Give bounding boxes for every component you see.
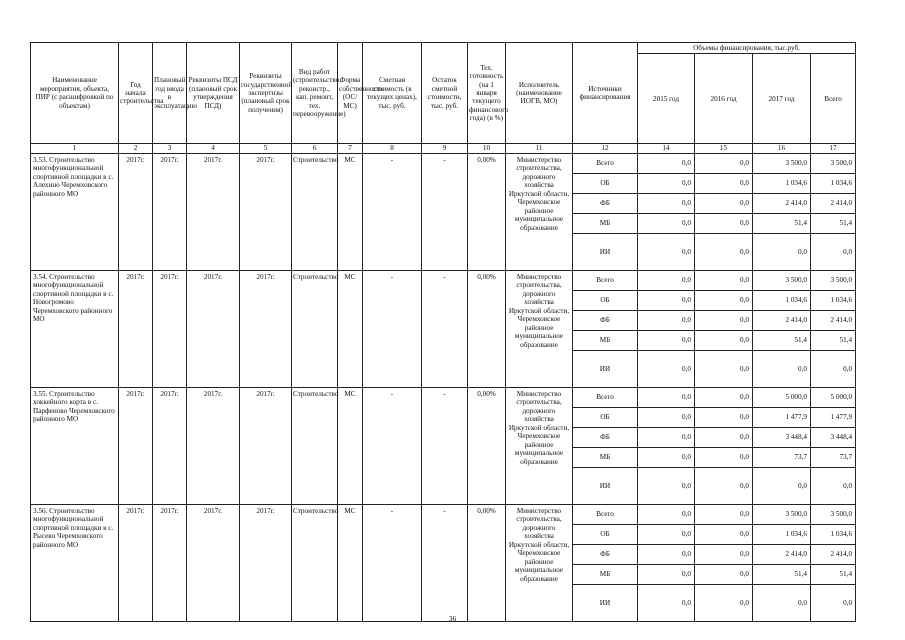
funding-source: ОБ: [573, 290, 638, 310]
amount-y2015: 0,0: [638, 193, 695, 213]
header-planned-year: Плановый год ввода в эксплуатацию: [153, 43, 187, 144]
remaining-cost: -: [422, 270, 468, 387]
column-number: 2: [119, 144, 153, 153]
amount-y2017: 1 034,6: [753, 524, 811, 544]
header-name: Наименование мероприятия, объекта, ПИР (с расшифровкой по объектам): [31, 43, 119, 144]
amount-total: 3 500,0: [811, 504, 856, 524]
amount-y2017: 2 414,0: [753, 310, 811, 330]
amount-y2016: 0,0: [695, 524, 753, 544]
amount-total: 2 414,0: [811, 310, 856, 330]
executor: Министерство строительства, дорожного хозяйства Иркутской области, Черемховское районное муниципальное образование: [506, 153, 573, 270]
amount-y2016: 0,0: [695, 310, 753, 330]
ownership: МС: [338, 270, 363, 387]
amount-y2017: 3 448,4: [753, 427, 811, 447]
amount-y2016: 0,0: [695, 270, 753, 290]
amount-total: 1 034,6: [811, 290, 856, 310]
funding-source: ФБ: [573, 427, 638, 447]
funding-source: МБ: [573, 330, 638, 350]
column-number-row: [31, 144, 856, 153]
amount-total: 0,0: [811, 467, 856, 504]
amount-y2016: 0,0: [695, 447, 753, 467]
amount-y2015: 0,0: [638, 330, 695, 350]
financing-table: [30, 42, 856, 622]
amount-total: 51,4: [811, 564, 856, 584]
amount-total: 73,7: [811, 447, 856, 467]
amount-y2015: 0,0: [638, 270, 695, 290]
amount-y2017: 2 414,0: [753, 193, 811, 213]
header-psd: Реквизиты ПСД (плановый срок утверждения ПСД): [187, 43, 240, 144]
header-work-type: Вид работ (строительство, реконстр., кап. ремонт, тех. перевооружение): [292, 43, 338, 144]
funding-source: ИИ: [573, 584, 638, 621]
page-number: 36: [448, 614, 457, 623]
amount-y2016: 0,0: [695, 407, 753, 427]
amount-y2015: 0,0: [638, 350, 695, 387]
column-number: 11: [506, 144, 573, 153]
header-readiness: Тех. готовность (на 1 января текущего финансового года) (в %): [468, 43, 506, 144]
column-number: 3: [153, 144, 187, 153]
amount-y2017: 1 477,9: [753, 407, 811, 427]
amount-y2016: 0,0: [695, 387, 753, 407]
amount-y2016: 0,0: [695, 584, 753, 621]
amount-y2015: 0,0: [638, 447, 695, 467]
psd-date: 2017г.: [187, 387, 240, 504]
amount-total: 51,4: [811, 330, 856, 350]
column-number: 4: [187, 144, 240, 153]
amount-total: 5 000,0: [811, 387, 856, 407]
amount-y2017: 51,4: [753, 330, 811, 350]
amount-total: 51,4: [811, 213, 856, 233]
amount-y2016: 0,0: [695, 467, 753, 504]
amount-y2015: 0,0: [638, 233, 695, 270]
amount-total: 0,0: [811, 584, 856, 621]
amount-total: 0,0: [811, 350, 856, 387]
start-year: 2017г.: [119, 153, 153, 270]
expertise-date: 2017г.: [240, 387, 292, 504]
amount-y2017: 3 500,0: [753, 504, 811, 524]
header-total: Всего: [811, 54, 856, 144]
psd-date: 2017г.: [187, 153, 240, 270]
remaining-cost: -: [422, 387, 468, 504]
amount-y2016: 0,0: [695, 330, 753, 350]
column-number: 6: [292, 144, 338, 153]
funding-source: ФБ: [573, 310, 638, 330]
amount-y2016: 0,0: [695, 193, 753, 213]
planned-year: 2017г.: [153, 270, 187, 387]
planned-year: 2017г.: [153, 153, 187, 270]
amount-y2016: 0,0: [695, 350, 753, 387]
start-year: 2017г.: [119, 270, 153, 387]
work-type: Строительство: [292, 387, 338, 504]
work-type: Строительство: [292, 504, 338, 621]
psd-date: 2017г.: [187, 270, 240, 387]
header-expertise: Реквизиты государственной экспертизы (плановый срок получения): [240, 43, 292, 144]
amount-y2017: 1 034,6: [753, 290, 811, 310]
amount-y2016: 0,0: [695, 564, 753, 584]
start-year: 2017г.: [119, 504, 153, 621]
amount-y2017: 0,0: [753, 467, 811, 504]
amount-y2017: 0,0: [753, 584, 811, 621]
column-number: 5: [240, 144, 292, 153]
header-start-year: Год начала строительства: [119, 43, 153, 144]
planned-year: 2017г.: [153, 387, 187, 504]
work-type: Строительство: [292, 153, 338, 270]
amount-total: 2 414,0: [811, 544, 856, 564]
header-estimate: Сметная стоимость (в текущих ценах), тыс. руб.: [363, 43, 422, 144]
funding-source: МБ: [573, 564, 638, 584]
funding-source: Всего: [573, 504, 638, 524]
work-type: Строительство: [292, 270, 338, 387]
funding-source: ИИ: [573, 350, 638, 387]
estimate-cost: -: [363, 504, 422, 621]
expertise-date: 2017г.: [240, 153, 292, 270]
amount-y2015: 0,0: [638, 427, 695, 447]
amount-total: 3 500,0: [811, 153, 856, 173]
amount-y2016: 0,0: [695, 233, 753, 270]
psd-date: 2017г.: [187, 504, 240, 621]
readiness: 0,00%: [468, 270, 506, 387]
column-number: 8: [363, 144, 422, 153]
amount-y2015: 0,0: [638, 584, 695, 621]
amount-y2017: 0,0: [753, 350, 811, 387]
readiness: 0,00%: [468, 153, 506, 270]
table-row: [31, 387, 856, 407]
funding-source: Всего: [573, 387, 638, 407]
amount-y2017: 0,0: [753, 233, 811, 270]
amount-total: 3 448,4: [811, 427, 856, 447]
amount-y2015: 0,0: [638, 564, 695, 584]
amount-y2017: 51,4: [753, 564, 811, 584]
estimate-cost: -: [363, 387, 422, 504]
header-ownership: Форма собственности (ОС/МС): [338, 43, 363, 144]
header-2015: 2015 год: [638, 54, 695, 144]
funding-source: ОБ: [573, 407, 638, 427]
funding-source: Всего: [573, 270, 638, 290]
remaining-cost: -: [422, 153, 468, 270]
amount-y2015: 0,0: [638, 407, 695, 427]
funding-source: ФБ: [573, 544, 638, 564]
start-year: 2017г.: [119, 387, 153, 504]
amount-y2015: 0,0: [638, 290, 695, 310]
amount-total: 0,0: [811, 233, 856, 270]
amount-y2015: 0,0: [638, 153, 695, 173]
funding-source: ФБ: [573, 193, 638, 213]
header-2016: 2016 год: [695, 54, 753, 144]
ownership: МС: [338, 387, 363, 504]
estimate-cost: -: [363, 270, 422, 387]
funding-source: ОБ: [573, 524, 638, 544]
table-row: [31, 270, 856, 290]
column-number: 12: [573, 144, 638, 153]
column-number: 10: [468, 144, 506, 153]
object-name: 3.55. Строительство хоккейного корта в с. Парфеново Черемховского районного МО: [31, 387, 119, 504]
amount-y2015: 0,0: [638, 310, 695, 330]
executor: Министерство строительства, дорожного хозяйства Иркутской области, Черемховское районное муниципальное образование: [506, 504, 573, 621]
column-number: 9: [422, 144, 468, 153]
amount-total: 3 500,0: [811, 270, 856, 290]
table-row: [31, 504, 856, 524]
funding-source: МБ: [573, 447, 638, 467]
amount-y2016: 0,0: [695, 153, 753, 173]
expertise-date: 2017г.: [240, 270, 292, 387]
funding-source: ИИ: [573, 233, 638, 270]
amount-y2017: 1 034,6: [753, 173, 811, 193]
executor: Министерство строительства, дорожного хозяйства Иркутской области, Черемховское районное муниципальное образование: [506, 387, 573, 504]
amount-y2016: 0,0: [695, 173, 753, 193]
ownership: МС: [338, 504, 363, 621]
table-row: [31, 153, 856, 173]
object-name: 3.54. Строительство многофункциональной спортивной площадки в с. Новогромово Черемховского районного МО: [31, 270, 119, 387]
amount-y2016: 0,0: [695, 427, 753, 447]
amount-y2015: 0,0: [638, 213, 695, 233]
object-name: 3.53. Строительство многофункциональной спортивной площадки в с. Алехино Черемховского районного МО: [31, 153, 119, 270]
column-number: 15: [695, 144, 753, 153]
readiness: 0,00%: [468, 387, 506, 504]
object-name: 3.56. Строительство многофункциональной спортивной площадки в с. Рысево Черемховского районного МО: [31, 504, 119, 621]
column-number: 14: [638, 144, 695, 153]
header-executor: Исполнитель (наименование ИОГВ, МО): [506, 43, 573, 144]
amount-y2017: 3 500,0: [753, 153, 811, 173]
column-number: 17: [811, 144, 856, 153]
funding-source: МБ: [573, 213, 638, 233]
amount-y2016: 0,0: [695, 290, 753, 310]
remaining-cost: -: [422, 504, 468, 621]
amount-y2015: 0,0: [638, 387, 695, 407]
ownership: МС: [338, 153, 363, 270]
amount-y2017: 2 414,0: [753, 544, 811, 564]
amount-y2017: 51,4: [753, 213, 811, 233]
amount-y2017: 5 000,0: [753, 387, 811, 407]
planned-year: 2017г.: [153, 504, 187, 621]
readiness: 0,00%: [468, 504, 506, 621]
header-2017: 2017 год: [753, 54, 811, 144]
amount-y2016: 0,0: [695, 544, 753, 564]
funding-source: Всего: [573, 153, 638, 173]
amount-y2015: 0,0: [638, 173, 695, 193]
amount-total: 1 034,6: [811, 173, 856, 193]
column-number: 16: [753, 144, 811, 153]
column-number: 1: [31, 144, 119, 153]
amount-y2015: 0,0: [638, 504, 695, 524]
header-sources: Источники финансирования: [573, 43, 638, 144]
amount-y2015: 0,0: [638, 467, 695, 504]
amount-y2016: 0,0: [695, 504, 753, 524]
header-volumes: Объемы финансирования, тыс.руб.: [638, 43, 856, 54]
estimate-cost: -: [363, 153, 422, 270]
column-number: 7: [338, 144, 363, 153]
expertise-date: 2017г.: [240, 504, 292, 621]
amount-total: 2 414,0: [811, 193, 856, 213]
amount-y2015: 0,0: [638, 524, 695, 544]
amount-total: 1 477,9: [811, 407, 856, 427]
amount-y2015: 0,0: [638, 544, 695, 564]
amount-y2017: 73,7: [753, 447, 811, 467]
header-remaining: Остаток сметной стоимости, тыс. руб.: [422, 43, 468, 144]
amount-y2016: 0,0: [695, 213, 753, 233]
funding-source: ИИ: [573, 467, 638, 504]
executor: Министерство строительства, дорожного хозяйства Иркутской области, Черемховское районное муниципальное образование: [506, 270, 573, 387]
amount-total: 1 034,6: [811, 524, 856, 544]
amount-y2017: 3 500,0: [753, 270, 811, 290]
funding-source: ОБ: [573, 173, 638, 193]
